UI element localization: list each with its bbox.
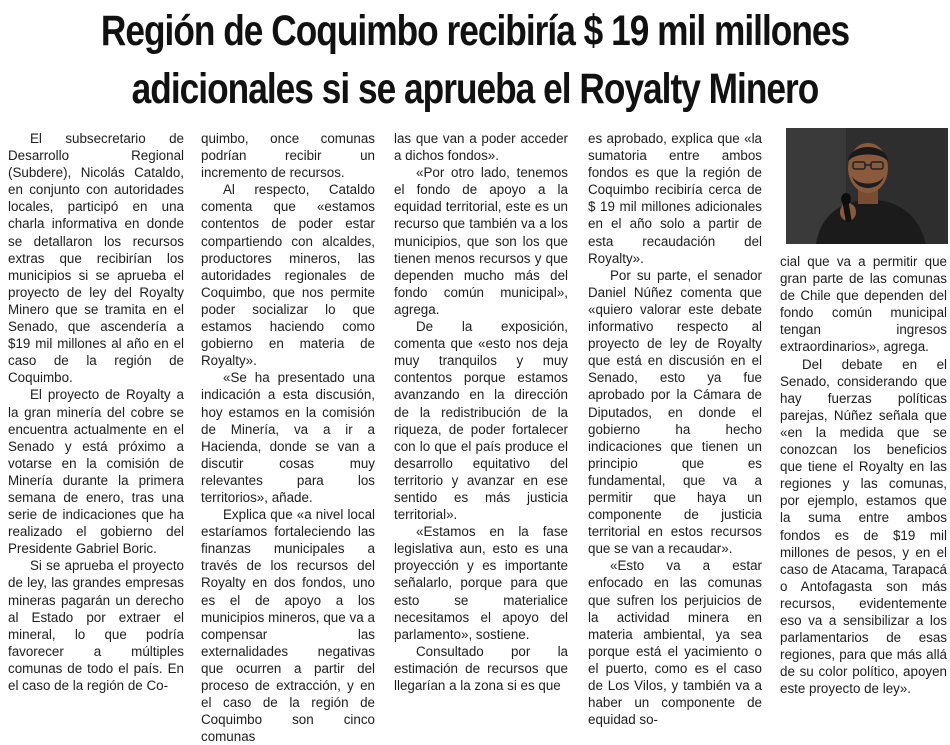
headline: [86, 2, 865, 118]
paragraph: «Se ha presentado una indicación a esta discusión, hoy estamos en la comisión de Minería, va a ir a Hacienda, donde se van a discutir cosas muy relevantes para los territorios», añade.: [201, 370, 375, 505]
article-column-2: [201, 130, 375, 745]
paragraph: De la exposición, comenta que «esto nos deja muy tranquilos y muy contentos porque estamos avanzando en la dirección de la redistribución de la riqueza, de poder fortalecer con lo que el país produce el desarrollo equitativo del territorio y avanzar en ese sentido es más justicia territorial».: [394, 319, 568, 523]
paragraph: El proyecto de Royalty a la gran minería del cobre se encuentra actualmente en el Senado y está próximo a votarse en la comisión de Minería durante la primera semana de enero, tras una serie de indicaciones que ha realizado el gobierno del Presidente Gabriel Boric.: [8, 387, 184, 557]
paragraph: «Esto va a estar enfocado en las comunas que sufren los perjuicios de la actividad minera en materia ambiental, ya sea porque está el yacimiento o el puerto, como es el caso de Los Vilos, y también va a haber un componente de equidad so-: [588, 558, 762, 728]
paragraph: Explica que «a nivel local estaríamos fortaleciendo las finanzas municipales a través de los recursos del Royalty en dos fondos, uno es el de apoyo a los municipios mineros, que va a compensar las externalidades negativas que ocurren a partir del proceso de extracción, y en el caso de la región de Coquimbo son cinco comunas: [201, 507, 375, 745]
paragraph: El subsecretario de Desarrollo Regional (Subdere), Nicolás Cataldo, en conjunto con autoridades locales, participó en una charla informativa en donde se detallaron los recursos extras que recibirían los municipios si se aprueba el proyecto de ley del Royalty Minero que se tramita en el Senado, que ascendería a $19 mil millones al año en el caso de la región de Coquimbo.: [8, 131, 184, 386]
paragraph: es aprobado, explica que «la sumatoria entre ambos fondos es que la región de Coquimbo recibiría cerca de $ 19 mil millones adicionales en el año solo a partir de esta recaudación del Royalty».: [588, 131, 762, 266]
paragraph: «Estamos en la fase legislativa aun, esto es una proyección y es importante señalarlo, porque para que esto se materialice necesitamos el apoyo del parlamento», sostiene.: [394, 524, 568, 642]
article-column-5: [780, 253, 947, 697]
paragraph: cial que va a permitir que gran parte de las comunas de Chile que dependen del fondo común municipal tengan ingresos extraordinarios», agrega.: [780, 254, 947, 355]
paragraph: «Por otro lado, tenemos el fondo de apoyo a la equidad territorial, este es un recurso que también va a los municipios, que son los que tienen menos recursos y que dependen mucho más del fondo común municipal», agrega.: [394, 165, 568, 317]
headline-line-1: Región de Coquimbo recibiría $ 19 mil millones: [100, 7, 850, 55]
man-with-microphone-image: [786, 128, 948, 244]
paragraph: Por su parte, el senador Daniel Núñez comenta que «quiero valorar este debate informativo respecto al proyecto de ley de Royalty que está en discusión en el Senado, esto ya fue aprobado por la Cámara de Diputados, en donde el gobierno ha hecho indicaciones que tienen un principio que es fundamental, que va a permitir que haya un componente de justicia territorial en estos recursos que se van a recaudar».: [588, 267, 762, 557]
paragraph: Al respecto, Cataldo comenta que «estamos contentos de poder estar compartiendo con alcaldes, productores mineros, las autoridades regionales de Coquimbo, que nos permite poder socializar lo que estamos haciendo como gobierno en materia de Royalty».: [201, 182, 375, 369]
headline-line-2: adicionales si se aprueba el Royalty Minero: [131, 65, 819, 113]
article-column-3: [394, 130, 568, 693]
paragraph: Del debate en el Senado, considerando que hay fuerzas políticas parejas, Núñez señala que «en la medida que se conozcan los beneficios que tiene el Royalty en las regiones y las comunas, por ejemplo, estamos que la suma entre ambos fondos es de $19 mil millones de pesos, y en el caso de Atacama, Tarapacá o Antofagasta son más recursos, evidentemente eso va a sensibilizar a los parlamentarios de esas regiones, para que más allá de su color político, apoyen este proyecto de ley».: [780, 356, 947, 697]
paragraph: Si se aprueba el proyecto de ley, las grandes empresas mineras pagarán un derecho al Estado por extraer el mineral, lo que podría favorecer a múltiples comunas de todo el país. En el caso de la región de Co-: [8, 558, 184, 693]
paragraph: Consultado por la estimación de recursos que llegarían a la zona si es que: [394, 643, 568, 693]
article-column-4: [588, 130, 762, 728]
paragraph: quimbo, once comunas podrían recibir un incremento de recursos.: [201, 131, 375, 181]
article-column-1: [8, 130, 184, 693]
speaker-photo: [786, 128, 948, 244]
paragraph: las que van a poder acceder a dichos fondos».: [394, 131, 568, 164]
